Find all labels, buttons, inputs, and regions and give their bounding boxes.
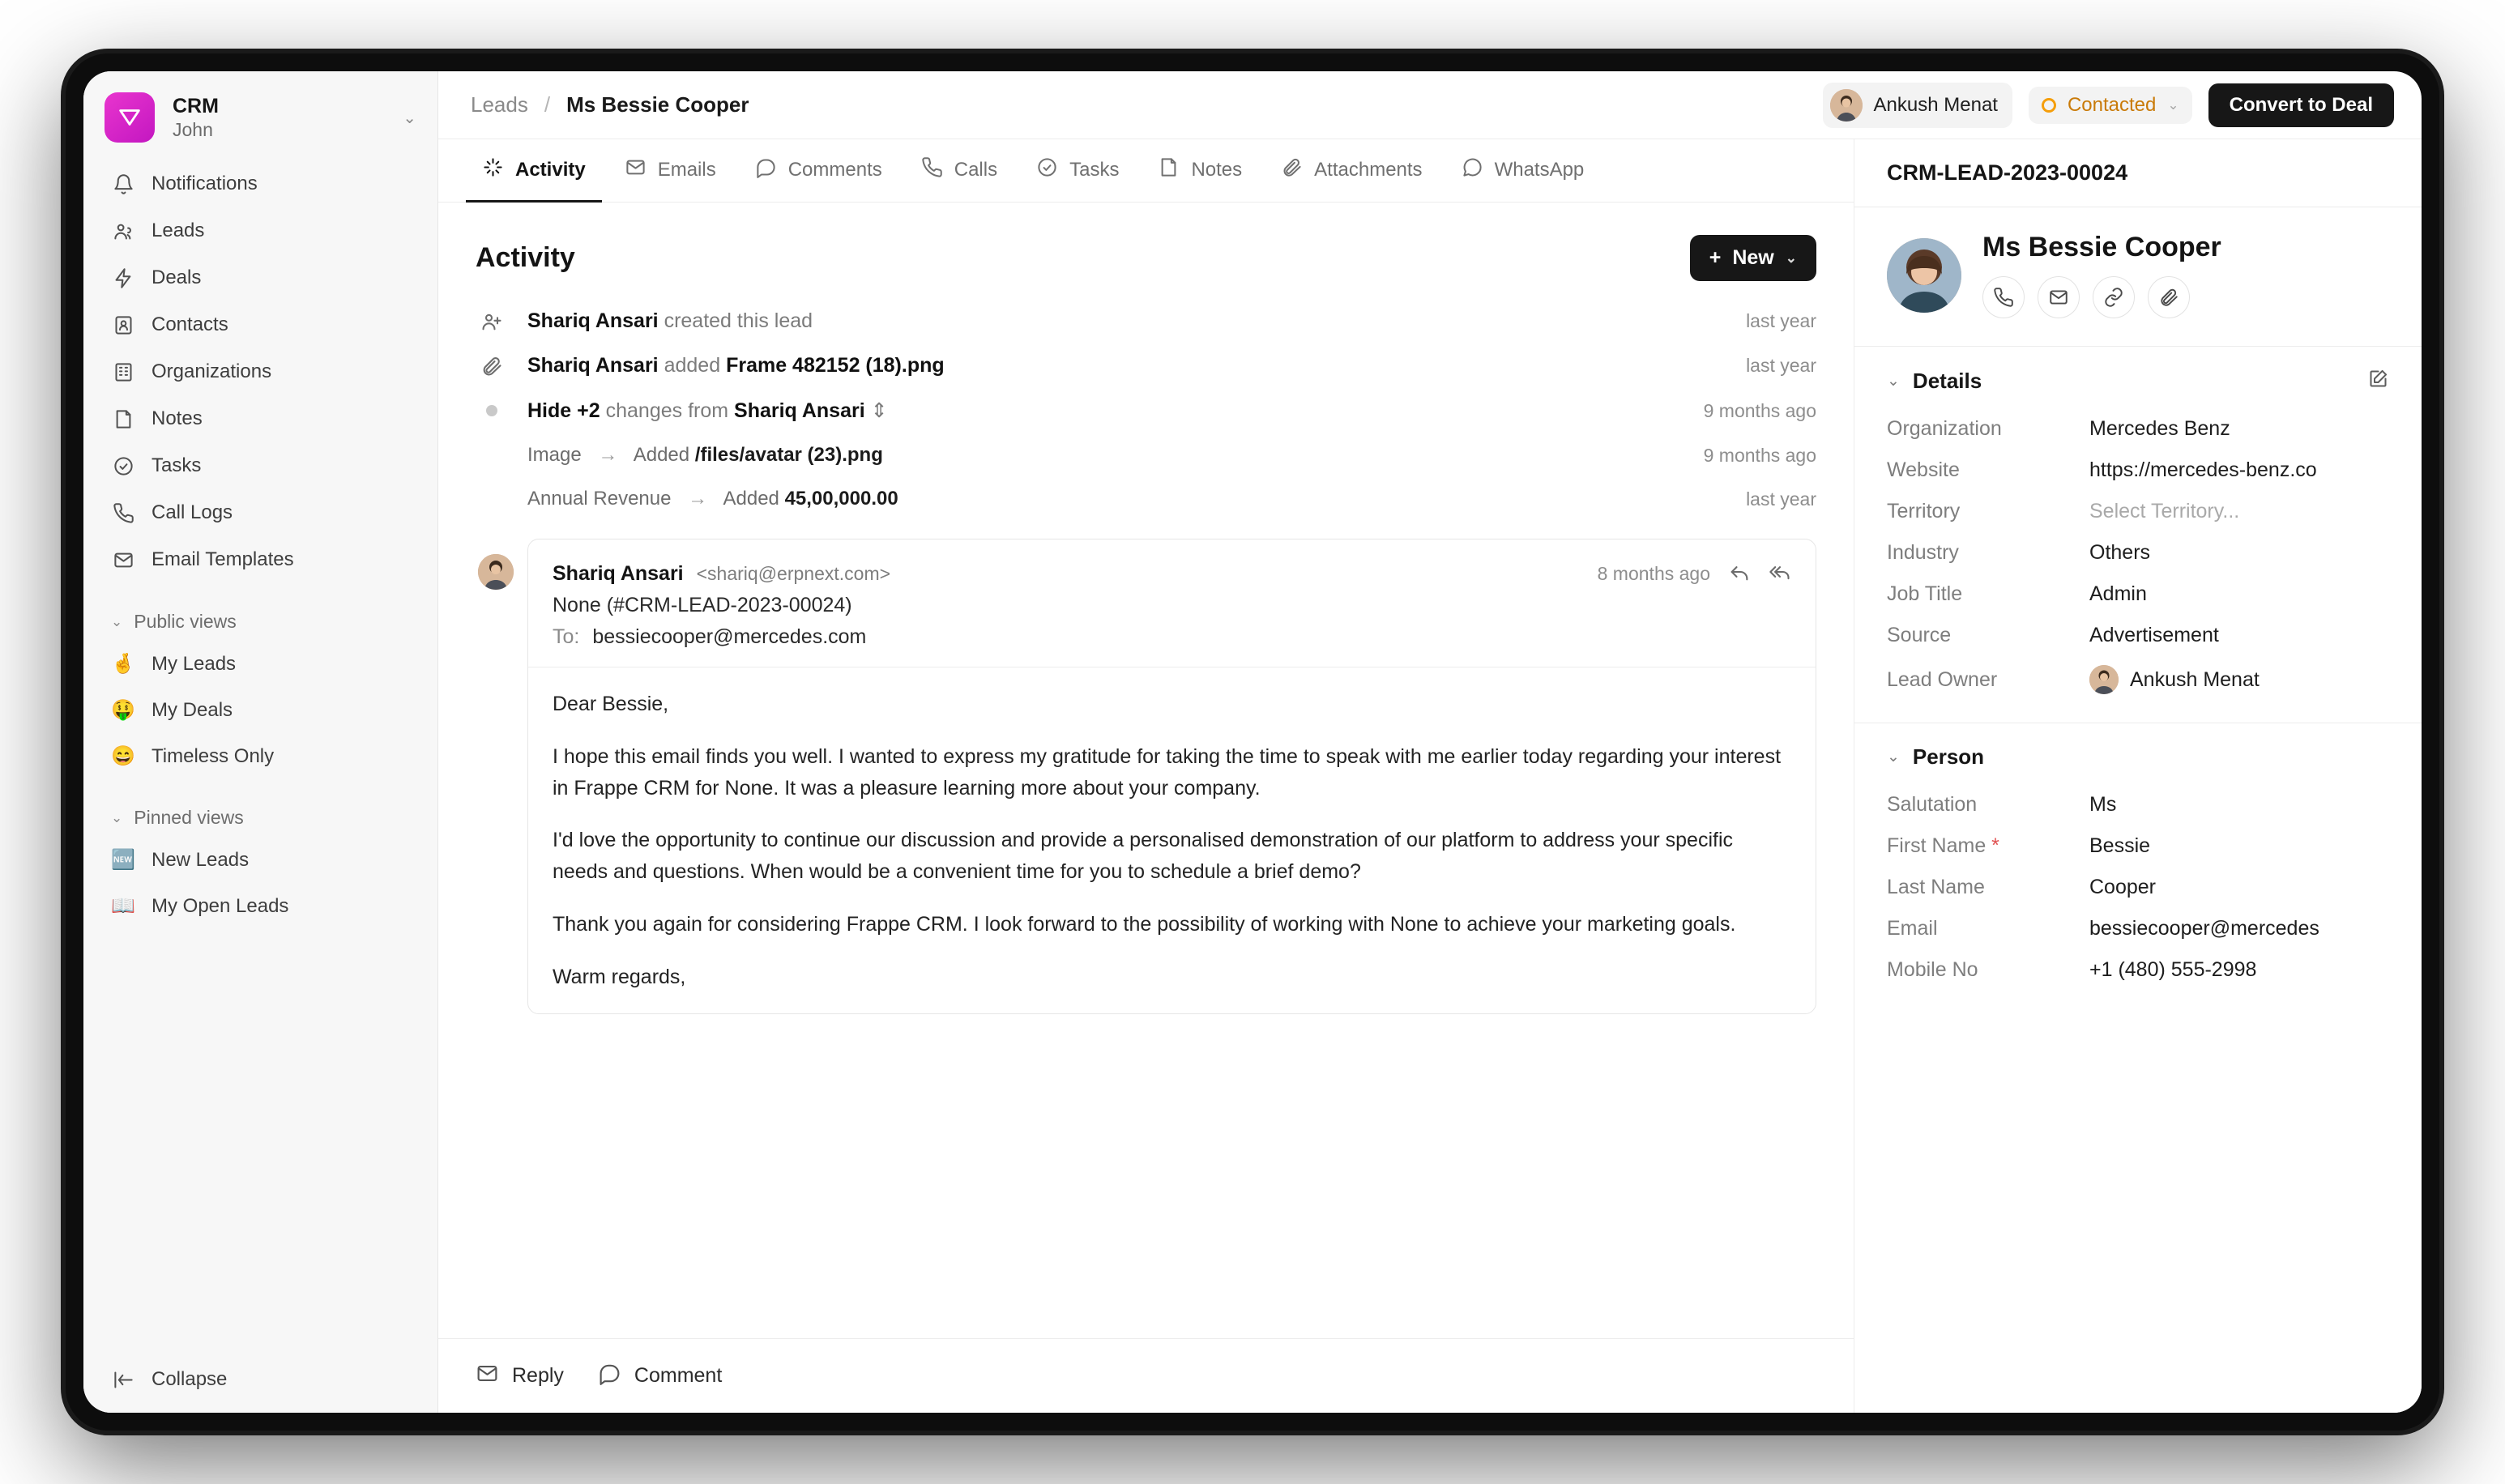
person-section-header[interactable] xyxy=(1854,723,2422,784)
reply-icon[interactable] xyxy=(1728,561,1751,587)
field-value[interactable]: Bessie xyxy=(2089,834,2151,857)
sidebar-spacer xyxy=(83,929,437,1345)
tasks-icon xyxy=(111,454,135,478)
chevron-down-icon: ⌄ xyxy=(1785,249,1797,266)
pinned-views-title: Pinned views xyxy=(134,807,244,828)
comment-icon xyxy=(598,1362,621,1391)
public-views-header[interactable] xyxy=(98,603,423,641)
mail-icon[interactable] xyxy=(2038,276,2080,318)
email-sender-name: Shariq Ansari xyxy=(553,562,684,585)
chevron-down-icon: ⌄ xyxy=(111,613,123,629)
field-territory xyxy=(1887,491,2389,532)
chevron-down-icon: ⌄ xyxy=(1887,748,1900,765)
person-name: Ms Bessie Cooper xyxy=(1982,232,2221,262)
sidebar-item-timeless-only[interactable] xyxy=(98,733,423,779)
breadcrumb-current[interactable]: Ms Bessie Cooper xyxy=(566,92,749,117)
whatsapp-icon xyxy=(1462,156,1483,184)
app-screen xyxy=(83,71,2422,1413)
field-value[interactable]: Others xyxy=(2089,541,2151,564)
activity-header xyxy=(438,203,1854,299)
email-card-actions xyxy=(1598,561,1791,587)
field-salutation xyxy=(1887,784,2389,825)
brand-user: John xyxy=(173,119,213,141)
change-time: last year xyxy=(1746,488,1816,510)
sidebar-item-deals[interactable] xyxy=(98,254,423,301)
field-label: Salutation xyxy=(1887,793,1978,816)
convert-to-deal-button[interactable]: Convert to Deal xyxy=(2208,83,2394,127)
field-industry xyxy=(1887,532,2389,574)
tab-bar xyxy=(438,139,1854,203)
event-actor: Shariq Ansari xyxy=(527,354,659,377)
change-field: Image xyxy=(527,444,582,466)
collapse-sidebar-button[interactable] xyxy=(83,1345,437,1413)
email-paragraph: Thank you again for considering Frappe CRM. I look forward to the possibility of working with None to achieve your marketing goals. xyxy=(553,912,1736,936)
event-actor: Shariq Ansari xyxy=(527,309,659,332)
tab-whatsapp[interactable] xyxy=(1445,140,1601,203)
right-panel xyxy=(1854,139,2422,1413)
tab-label: WhatsApp xyxy=(1494,159,1585,181)
collapse-icon xyxy=(111,1367,135,1392)
top-bar xyxy=(438,71,2422,139)
tab-emails[interactable] xyxy=(608,140,732,203)
new-emoji-icon: 🆕 xyxy=(111,849,135,871)
change-row-image xyxy=(476,433,1816,477)
top-bar-actions xyxy=(1823,83,2394,128)
sidebar-item-label: Email Templates xyxy=(151,548,294,570)
details-section-header[interactable] xyxy=(1854,347,2422,408)
sidebar-item-label: Timeless Only xyxy=(151,744,275,767)
field-label: First Name xyxy=(1887,834,1987,857)
field-value[interactable]: Ms xyxy=(2089,793,2117,816)
chevron-down-icon: ⌄ xyxy=(403,109,416,127)
notes-icon xyxy=(111,407,135,431)
sidebar-item-organizations[interactable] xyxy=(98,348,423,395)
hide-actor: Shariq Ansari xyxy=(734,399,865,422)
required-indicator: * xyxy=(1986,834,1999,857)
toggle-changes-row[interactable] xyxy=(476,388,1816,433)
email-time: 8 months ago xyxy=(1597,563,1710,584)
event-text: added xyxy=(664,354,721,377)
tab-comments[interactable] xyxy=(739,140,898,203)
comment-icon xyxy=(755,156,777,184)
lead-owner-name: Ankush Menat xyxy=(1873,93,1998,116)
email-sender-address: <shariq@erpnext.com> xyxy=(696,563,891,584)
event-text: created this lead xyxy=(664,309,813,332)
reply-all-icon[interactable] xyxy=(1769,561,1791,587)
field-value[interactable]: Admin xyxy=(2089,582,2147,605)
details-title: Details xyxy=(1912,368,1982,393)
sort-icon[interactable]: ⇕ xyxy=(870,399,888,422)
change-action: Added xyxy=(633,444,690,466)
task-icon xyxy=(1036,156,1058,184)
change-value: /files/avatar (23).png xyxy=(694,444,883,466)
attachment-icon xyxy=(1281,156,1303,184)
email-paragraph: I'd love the opportunity to continue our discussion and provide a personalised demonstration of our platform to address your specific needs and questions. When would be a convenient time for you to schedule a brief demo? xyxy=(553,829,1733,883)
field-source xyxy=(1887,615,2389,656)
field-label-wrapper xyxy=(1887,834,2089,858)
email-to-label: To: xyxy=(553,625,580,648)
sidebar-nav xyxy=(83,160,437,583)
sidebar-item-leads[interactable] xyxy=(98,207,423,254)
hand-emoji-icon: 🤞 xyxy=(111,653,135,675)
activity-event-attachment xyxy=(476,343,1816,388)
tab-label: Tasks xyxy=(1069,159,1120,181)
field-value[interactable]: Mercedes Benz xyxy=(2089,417,2230,440)
change-value: 45,00,000.00 xyxy=(784,488,898,510)
arrow-right-icon: → xyxy=(688,488,708,510)
edit-details-icon[interactable] xyxy=(2367,368,2389,394)
money-face-emoji-icon: 🤑 xyxy=(111,699,135,721)
breadcrumb-leads[interactable]: Leads xyxy=(471,92,528,117)
contacts-icon xyxy=(111,313,135,337)
event-time: 9 months ago xyxy=(1703,399,1816,421)
sidebar-item-new-leads[interactable] xyxy=(98,837,423,883)
sidebar-item-label: Leads xyxy=(151,220,205,241)
reply-icon xyxy=(476,1362,499,1391)
activity-event-created xyxy=(476,299,1816,343)
comment-button[interactable] xyxy=(598,1362,722,1391)
phone-icon xyxy=(111,501,135,525)
user-plus-icon xyxy=(476,310,508,333)
hide-label: Hide xyxy=(527,399,572,422)
device-frame xyxy=(66,53,2439,1431)
sidebar-item-email-templates[interactable] xyxy=(98,536,423,583)
link-icon[interactable] xyxy=(2093,276,2135,318)
field-lead-owner xyxy=(1887,656,2389,703)
sidebar-item-my-deals[interactable] xyxy=(98,687,423,733)
hide-middle: changes from xyxy=(605,399,729,422)
tab-label: Attachments xyxy=(1314,159,1423,181)
field-label: Job Title xyxy=(1887,582,1963,605)
collapse-label: Collapse xyxy=(151,1368,228,1390)
new-activity-button[interactable] xyxy=(1690,235,1816,281)
book-emoji-icon: 📖 xyxy=(111,895,135,917)
sidebar-item-my-leads[interactable] xyxy=(98,641,423,687)
activity-feed xyxy=(438,299,1854,1338)
sidebar-item-label: Notifications xyxy=(151,173,258,194)
event-time: last year xyxy=(1746,310,1816,331)
sidebar-item-my-open-leads[interactable] xyxy=(98,883,423,929)
field-label: Industry xyxy=(1887,541,1959,564)
status-badge[interactable] xyxy=(2029,87,2192,124)
field-website xyxy=(1887,450,2389,491)
field-label: Website xyxy=(1887,458,1960,481)
person-fields xyxy=(1854,784,2422,997)
sidebar-item-call-logs[interactable] xyxy=(98,489,423,536)
change-field: Annual Revenue xyxy=(527,488,672,510)
reply-button[interactable] xyxy=(476,1362,564,1391)
event-time: last year xyxy=(1746,355,1816,376)
field-first-name xyxy=(1887,825,2389,867)
organizations-icon xyxy=(111,360,135,384)
field-value-wrapper[interactable] xyxy=(2089,665,2389,694)
composer-bar xyxy=(438,1338,1854,1413)
field-last-name xyxy=(1887,867,2389,908)
activity-icon xyxy=(482,156,504,184)
sidebar-item-label: Contacts xyxy=(151,313,228,335)
field-value[interactable]: Select Territory... xyxy=(2089,500,2240,522)
sidebar-item-label: My Open Leads xyxy=(151,894,289,917)
chevron-down-icon: ⌄ xyxy=(111,809,123,825)
email-paragraph: Warm regards, xyxy=(553,965,686,988)
avatar[interactable] xyxy=(1887,238,1961,313)
call-icon xyxy=(921,156,943,184)
reply-label: Reply xyxy=(512,1364,564,1387)
tab-notes[interactable] xyxy=(1142,140,1258,203)
field-value: Ankush Menat xyxy=(2130,667,2260,691)
field-value[interactable]: Advertisement xyxy=(2089,624,2219,646)
sidebar-item-label: Call Logs xyxy=(151,501,233,523)
sidebar-item-label: My Leads xyxy=(151,652,237,675)
public-views-title: Public views xyxy=(134,611,237,632)
brand-title: CRM xyxy=(173,94,219,117)
attachment-icon xyxy=(476,355,508,377)
field-value[interactable]: +1 (480) 555-2998 xyxy=(2089,958,2257,981)
tab-label: Notes xyxy=(1191,159,1243,181)
field-email xyxy=(1887,908,2389,949)
tab-label: Activity xyxy=(515,159,586,181)
deals-icon xyxy=(111,266,135,290)
sidebar-item-label: Tasks xyxy=(151,454,202,476)
sidebar-item-notifications[interactable] xyxy=(98,160,423,207)
comment-label: Comment xyxy=(634,1364,723,1387)
mail-icon xyxy=(111,548,135,572)
sidebar-item-label: Notes xyxy=(151,407,203,429)
email-recipient-row xyxy=(553,625,1791,649)
record-id: CRM-LEAD-2023-00024 xyxy=(1854,139,2422,207)
email-activity-card xyxy=(527,539,1816,1014)
tab-label: Calls xyxy=(954,159,998,181)
page-title: Activity xyxy=(476,242,575,273)
tab-attachments[interactable] xyxy=(1265,140,1438,203)
email-body xyxy=(553,689,1791,992)
email-to-value: bessiecooper@mercedes.com xyxy=(592,625,867,648)
center-column xyxy=(438,139,1854,1413)
chevron-down-icon: ⌄ xyxy=(2167,96,2179,113)
smile-emoji-icon: 😄 xyxy=(111,745,135,767)
leads-icon xyxy=(111,219,135,243)
change-time: 9 months ago xyxy=(1703,444,1816,466)
attachment-icon[interactable] xyxy=(2148,276,2190,318)
email-icon xyxy=(625,156,647,184)
person-title: Person xyxy=(1912,744,1985,769)
event-file-name[interactable]: Frame 482152 (18).png xyxy=(726,354,945,377)
sidebar-item-label: New Leads xyxy=(151,848,250,871)
field-label: Last Name xyxy=(1887,876,1985,898)
sidebar-item-label: Deals xyxy=(151,267,202,288)
sidebar-item-label: Organizations xyxy=(151,360,272,382)
avatar xyxy=(478,554,514,590)
field-label: Mobile No xyxy=(1887,958,1978,981)
tab-label: Comments xyxy=(787,159,882,181)
avatar xyxy=(1830,89,1863,122)
change-action: Added xyxy=(723,488,779,510)
breadcrumb-separator: / xyxy=(544,92,551,117)
pinned-views-group xyxy=(83,799,437,929)
email-paragraph: I hope this email finds you well. I wanted to express my gratitude for taking the time to speak with me earlier today regarding your interest in Frappe CRM for None. It was a pleasure learning more about your company. xyxy=(553,744,1782,800)
chevron-down-icon: ⌄ xyxy=(1887,372,1900,390)
bell-icon xyxy=(111,172,135,196)
avatar xyxy=(2089,665,2119,694)
hide-count: +2 xyxy=(577,399,600,422)
field-value[interactable]: https://mercedes-benz.co xyxy=(2089,458,2317,481)
sidebar-item-label: My Deals xyxy=(151,698,233,721)
plus-icon: + xyxy=(1709,246,1722,269)
person-summary xyxy=(1854,207,2422,347)
sidebar xyxy=(83,71,438,1413)
tab-tasks[interactable] xyxy=(1020,140,1135,203)
crm-logo-icon xyxy=(105,92,155,143)
new-button-label: New xyxy=(1732,246,1774,269)
note-icon xyxy=(1158,156,1180,184)
field-label: Email xyxy=(1887,917,1938,940)
email-card-header xyxy=(553,561,1791,587)
tab-label: Emails xyxy=(657,159,716,181)
lead-owner-chip[interactable] xyxy=(1823,83,2012,128)
arrow-right-icon: → xyxy=(598,444,618,466)
field-organization xyxy=(1887,408,2389,450)
public-views-group xyxy=(83,603,437,779)
content-row xyxy=(438,139,2422,1413)
tab-calls[interactable] xyxy=(905,140,1014,203)
field-label: Lead Owner xyxy=(1887,667,1998,691)
field-mobile-no xyxy=(1887,949,2389,991)
change-row-annual-revenue xyxy=(476,477,1816,521)
status-label: Contacted xyxy=(2067,93,2157,116)
dot-icon xyxy=(476,405,508,416)
workspace-switcher[interactable] xyxy=(83,71,437,160)
field-value[interactable]: Cooper xyxy=(2089,876,2156,898)
field-label: Territory xyxy=(1887,500,1961,522)
main-area xyxy=(438,71,2422,1413)
sidebar-item-contacts[interactable] xyxy=(98,301,423,348)
sidebar-item-notes[interactable] xyxy=(98,395,423,442)
tab-activity[interactable] xyxy=(466,140,602,203)
details-fields xyxy=(1854,408,2422,710)
field-value[interactable]: bessiecooper@mercedes xyxy=(2089,917,2319,940)
quick-actions xyxy=(1982,276,2221,318)
email-paragraph: Dear Bessie, xyxy=(553,693,669,715)
pinned-views-header[interactable] xyxy=(98,799,423,837)
status-dot-icon xyxy=(2042,98,2056,113)
email-subject: None (#CRM-LEAD-2023-00024) xyxy=(553,594,852,616)
field-label: Source xyxy=(1887,624,1952,646)
sidebar-item-tasks[interactable] xyxy=(98,442,423,489)
field-job-title xyxy=(1887,574,2389,615)
phone-icon[interactable] xyxy=(1982,276,2025,318)
field-label: Organization xyxy=(1887,417,2002,440)
